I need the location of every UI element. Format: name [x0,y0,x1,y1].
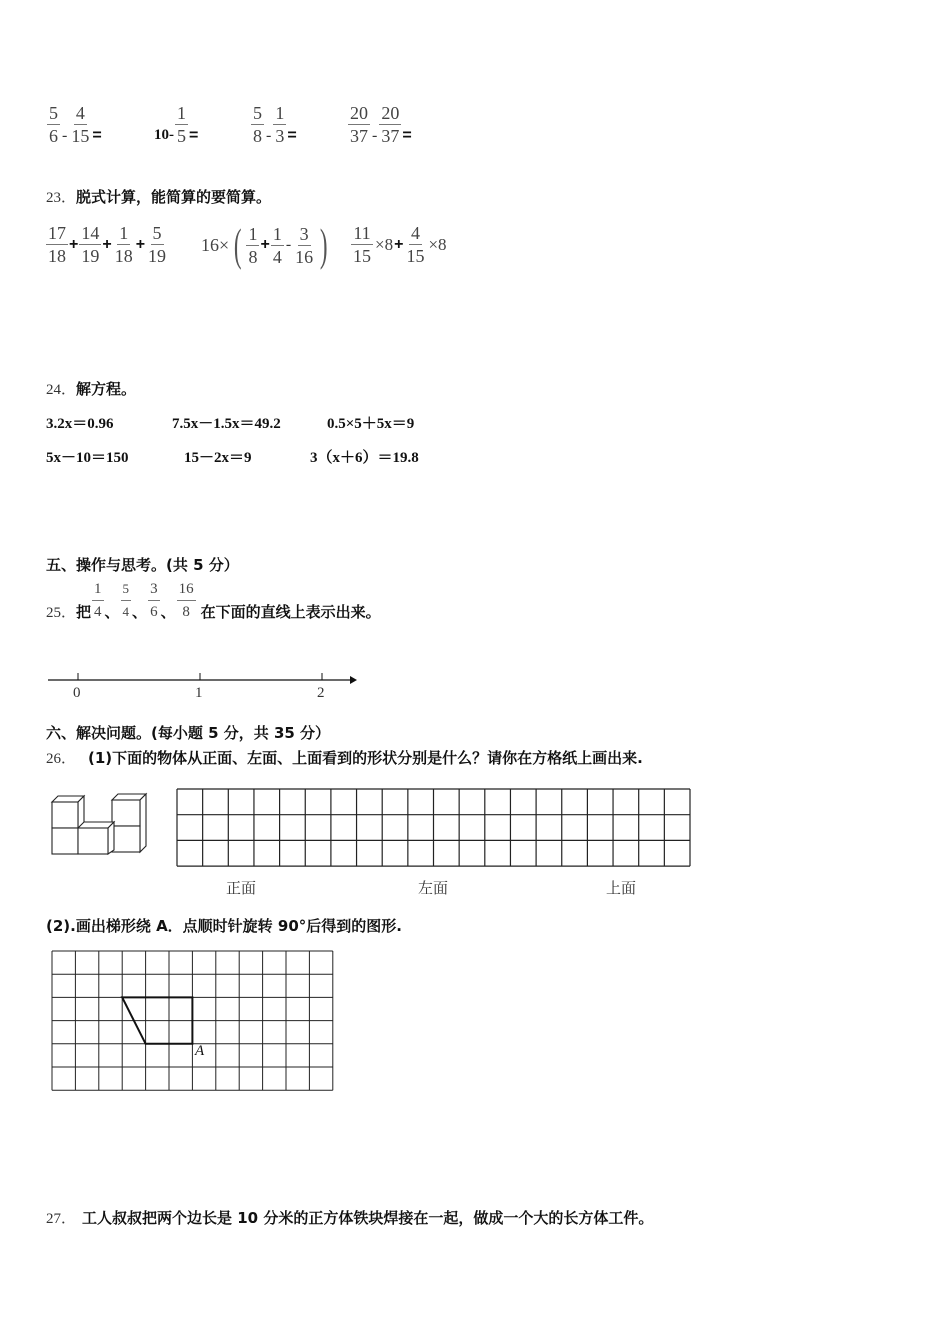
fraction: $\frac{3}{6}$ [148,578,160,623]
q27-question: 27． 工人叔叔把两个边长是 10 分米的正方体铁块焊接在一起，做成一个大的长方体工件。 [46,1209,654,1227]
rotation-grid [45,944,345,1099]
q23-expr-3: $\frac{11}{15}$ ×8 + $\frac{4}{15}$ ×8 [353,223,447,266]
fraction: $\frac{5}{8}$ [253,103,262,146]
fraction: $\frac{20}{37}$ [350,103,368,146]
grid-label-front: 正面 [226,879,257,897]
section-5-title: 五、操作与思考。(共 5 分） [46,556,239,574]
tick-label: 0 [73,685,81,701]
fraction: $\frac{1}{18}$ [114,223,133,266]
cube-stack-figure [50,790,150,860]
q25-question: 25． 把 $\frac{1}{4}$ 、 $\frac{5}{4}$ 、 $\frac{3}{6}$ 、 $\frac{16}{8}$ 在下面的直线上表示出来。 [46,578,381,623]
q26-part1: 26． (1)下面的物体从正面、左面、上面看到的形状分别是什么？请你在方格纸上画出来. [46,749,643,767]
section-6-title: 六、解决问题。(每小题 5 分，共 35 分） [46,724,331,742]
q26-part2: (2).画出梯形绕 A．点顺时针旋转 90°后得到的图形. [46,917,402,935]
fraction: $\frac{1}{3}$ [275,103,285,146]
fraction: $\frac{16}{8}$ [177,578,196,623]
tick-label: 2 [317,685,325,701]
q23-heading: 23．脱式计算，能简算的要简算。 [46,188,272,206]
q23-expr-1: $\frac{17}{18}$ + $\frac{14}{19}$ + $\frac{1}{18}$ + $\frac{5}{19}$ [48,223,167,266]
fraction: $\frac{17}{18}$ [48,223,66,266]
equation: 15－2x＝9 [184,450,252,466]
drawing-grid-views [170,782,700,877]
grid-label-top: 上面 [606,879,637,897]
fraction: $\frac{5}{4}$ [121,578,132,623]
q22-expr-3: $\frac{5}{8}$ - $\frac{1}{3}$ = [253,103,297,146]
fraction: $\frac{5}{19}$ [148,223,167,266]
fraction: $\frac{1}{4}$ [92,578,104,623]
fraction: $\frac{11}{15}$ [353,223,371,266]
equation: 7.5x－1.5x＝49.2 [172,416,281,432]
fraction: $\frac{5}{6}$ [49,103,58,146]
fraction: $\frac{1}{4}$ [272,223,282,267]
q22-expr-2: 10- $\frac{1}{5}$ = [154,103,199,146]
tick-label: 1 [195,685,203,701]
fraction: $\frac{3}{16}$ [295,223,314,267]
fraction: $\frac{20}{37}$ [381,103,400,146]
fraction: $\frac{1}{5}$ [177,103,186,146]
equation: 0.5×5＋5x＝9 [327,416,415,432]
grid-label-left: 左面 [418,879,449,897]
equation: 5x－10＝150 [46,450,129,466]
fraction: $\frac{1}{8}$ [248,223,258,267]
q22-expr-4: $\frac{20}{37}$ - $\frac{20}{37}$ = [350,103,412,146]
fraction: $\frac{4}{15}$ [406,223,425,266]
point-a-label: A [195,1043,205,1059]
fraction: $\frac{14}{19}$ [81,223,100,266]
equation: 3（x＋6）＝19.8 [310,450,419,466]
q23-expr-2: 16× ( $\frac{1}{8}$ + $\frac{1}{4}$ - $\frac{3}{16}$ ) [201,219,328,270]
fraction: $\frac{4}{15}$ [71,103,90,146]
arrow-head-icon [350,676,357,684]
q22-expr-1: $\frac{5}{6}$ - $\frac{4}{15}$ = [49,103,102,146]
equation: 3.2x＝0.96 [46,416,114,432]
q24-heading: 24．解方程。 [46,380,137,398]
